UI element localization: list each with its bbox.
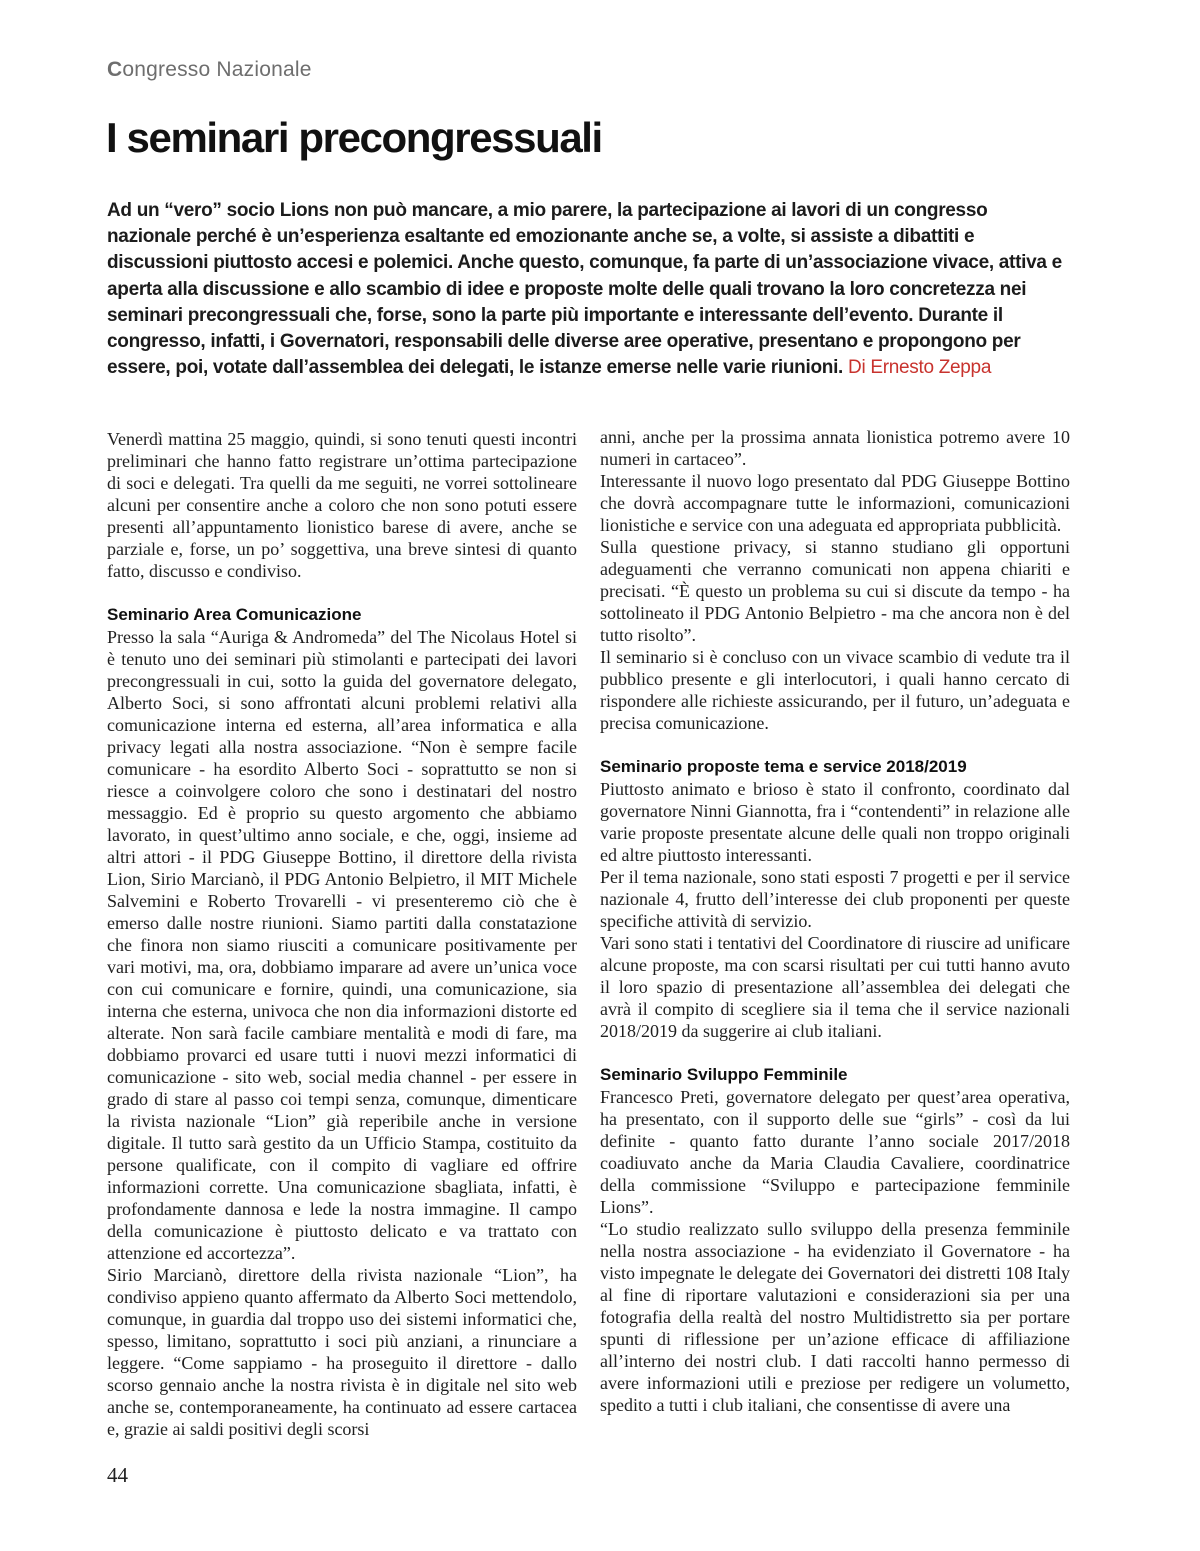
tema-paragraph-3: Vari sono stati i tentativi del Coordinatore di riuscire ad unificare alcune proposte, ma con scarsi risultati per cui tutti hanno avuto il loro spazio di presentazione all’assemblea dei delegati che avrà il compito di scegliere sia il tema che il service nazionali 2018/2019 da suggerire ai club italiani.: [600, 933, 1070, 1041]
comunicazione-paragraph-2: Sirio Marcianò, direttore della rivista nazionale “Lion”, ha condiviso appieno quanto affermato da Alberto Soci mettendolo, comunque, in guardia dal troppo uso dei sistemi informatici che, spesso, limitano, soprattutto i soci più anziani, a rinunciare a leggere. “Come sappiamo - ha proseguito il direttore - dallo scorso gennaio anche la nostra rivista è in digitale nel sito web anche se, contemporaneamente, ha continuato ad essere cartacea e, grazie ai saldi positivi degli scorsi: [107, 1265, 577, 1439]
right-column: [600, 426, 1070, 1416]
section-tag-initial: C: [107, 58, 123, 81]
heading-seminario-tema-service: Seminario proposte tema e service 2018/2019: [600, 757, 967, 776]
section-tag-rest: ongresso Nazionale: [122, 58, 312, 81]
privacy-paragraph: Sulla questione privacy, si stanno studiano gli opportuni adeguamenti che verranno comunicati non appena chiariti e precisati. “È questo un problema su cui si discute da tempo - ha sottolineato il PDG Antonio Belpietro - ma che ancora non è del tutto risolto”.: [600, 537, 1070, 645]
femminile-paragraph-2: “Lo studio realizzato sullo sviluppo della presenza femminile nella nostra associazione - ha evidenziato il Governatore - ha visto impegnate le delegate dei Governatori dei distretti 108 Italy al fine di riportare valutazioni e considerazioni sia per una fotografia della realtà del nostro Multidistretto sia per portare spunti di riflessione per un’azione efficace di affiliazione all’interno dei nostri club. I dati raccolti hanno permesso di avere informazioni utili e preziose per redigere un volumetto, spedito a tutti i club italiani, che consentisse di avere una: [600, 1219, 1070, 1415]
comunicazione-paragraph-1: Presso la sala “Auriga & Andromeda” del The Nicolaus Hotel si è tenuto uno dei seminari più stimolanti e partecipati dei lavori precongressuali in cui, sotto la guida del governatore delegato, Alberto Soci, si sono affrontati alcuni problemi relativi alla comunicazione interna ed esterna, all’area informatica e alla privacy legati alla nostra associazione. “Non è sempre facile comunicare - ha esordito Alberto Soci - soprattutto se non si riesce a coinvolgere coloro che sono i destinatari del nostro messaggio. Ed è proprio su questo argomento che abbiamo lavorato, in quest’ultimo anno sociale, e che, oggi, insieme ad altri attori - il PDG Giuseppe Bottino, il direttore della rivista Lion, Sirio Marcianò, il PDG Antonio Belpietro, il MIT Michele Salvemini e Roberto Trovarelli - vi presenteremo ciò che è emerso dalle nostre riunioni. Siamo partiti dalla constatazione che finora non siamo riusciti a comunicare positivamente per vari motivi, ma, ora, dobbiamo imparare ad avere un’unica voce con cui comunicare e fornire, quindi, una comunicazione, sia interna che esterna, univoca che non dia informazioni distorte ed alterate. Non sarà facile cambiare mentalità e modi di fare, ma dobbiamo provarci ed usare tutti i nuovi mezzi informatici di comunicazione - sito web, social media channel - per essere in grado di stare al passo coi tempi senza, comunque, dimenticare la rivista nazionale “Lion” già reperibile anche in versione digitale. Il tutto sarà gestito da un Ufficio Stampa, costituito da persone qualificate, con il compito di vagliare ed offrire informazioni corrette. Una comunicazione sbagliata, infatti, è profondamente dannosa e lede la nostra immagine. Il campo della comunicazione è piuttosto delicato e va trattato con attenzione ed accortezza”.: [107, 627, 577, 1263]
article-author: Di Ernesto Zeppa: [848, 357, 992, 379]
intro-paragraph: Venerdì mattina 25 maggio, quindi, si sono tenuti questi incontri preliminari che hanno fatto registrare un’ottima partecipazione di soci e delegati. Tra quelli da me seguiti, ne vorrei sottolineare alcuni per consentire anche a coloro che non sono potuti essere presenti all’appuntamento lionistico barese di avere, anche se parziale e, forse, un po’ soggettiva, una breve sintesi di quanto fatto, discusso e condiviso.: [107, 429, 577, 581]
page-number: 44: [107, 1463, 128, 1487]
left-column: [107, 428, 577, 1440]
article-title: I seminari precongressuali: [106, 114, 602, 161]
continuation-paragraph: anni, anche per la prossima annata lionistica potremo avere 10 numeri in cartaceo”.: [600, 427, 1070, 469]
tema-paragraph-2: Per il tema nazionale, sono stati esposti 7 progetti e per il service nazionale 4, frutto dell’interesse dei club proponenti per queste specifiche attività di servizio.: [600, 867, 1070, 931]
heading-seminario-comunicazione: Seminario Area Comunicazione: [107, 605, 362, 624]
logo-paragraph: Interessante il nuovo logo presentato dal PDG Giuseppe Bottino che dovrà accompagnare tutte le informazioni, comunicazioni lionistiche e service con una adeguata ed appropriata pubblicità.: [600, 471, 1070, 535]
article-lead: [107, 198, 1072, 381]
conclusion-paragraph: Il seminario si è concluso con un vivace scambio di vedute tra il pubblico presente e gli interlocutori, i quali hanno cercato di rispondere alle richieste assicurando, per il futuro, un’adeguata e precisa comunicazione.: [600, 647, 1070, 733]
tema-paragraph-1: Piuttosto animato e brioso è stato il confronto, coordinato dal governatore Ninni Giannotta, fra i “contendenti” in relazione alle varie proposte presentate alcune delle quali non troppo originali ed altre piuttosto interessanti.: [600, 779, 1070, 865]
lead-text: Ad un “vero” socio Lions non può mancare, a mio parere, la partecipazione ai lavori di un congresso nazionale perché è un’esperienza esaltante ed emozionante anche se, a volte, si assiste a dibattiti e discussioni piuttosto accesi e polemici. Anche questo, comunque, fa parte di un’associazione vivace, attiva e aperta alla discussione e allo scambio di idee e proposte molte delle quali trovano la loro concretezza nei seminari precongressuali che, forse, sono la parte più importante e interessante dell’evento. Durante il congresso, infatti, i Governatori, responsabili delle diverse aree operative, presentano e propongono per essere, poi, votate dall’assemblea dei delegati, le istanze emerse nelle varie riunioni.: [107, 200, 1062, 379]
heading-seminario-sviluppo-femminile: Seminario Sviluppo Femminile: [600, 1065, 848, 1084]
femminile-paragraph-1: Francesco Preti, governatore delegato per quest’area operativa, ha presentato, con il supporto delle sue “girls” - così da lui definite - quanto fatto durante l’anno sociale 2017/2018 coadiuvato anche da Maria Claudia Cavaliere, coordinatrice della commissione “Sviluppo e partecipazione femminile Lions”.: [600, 1087, 1070, 1217]
section-tag: [107, 58, 312, 82]
